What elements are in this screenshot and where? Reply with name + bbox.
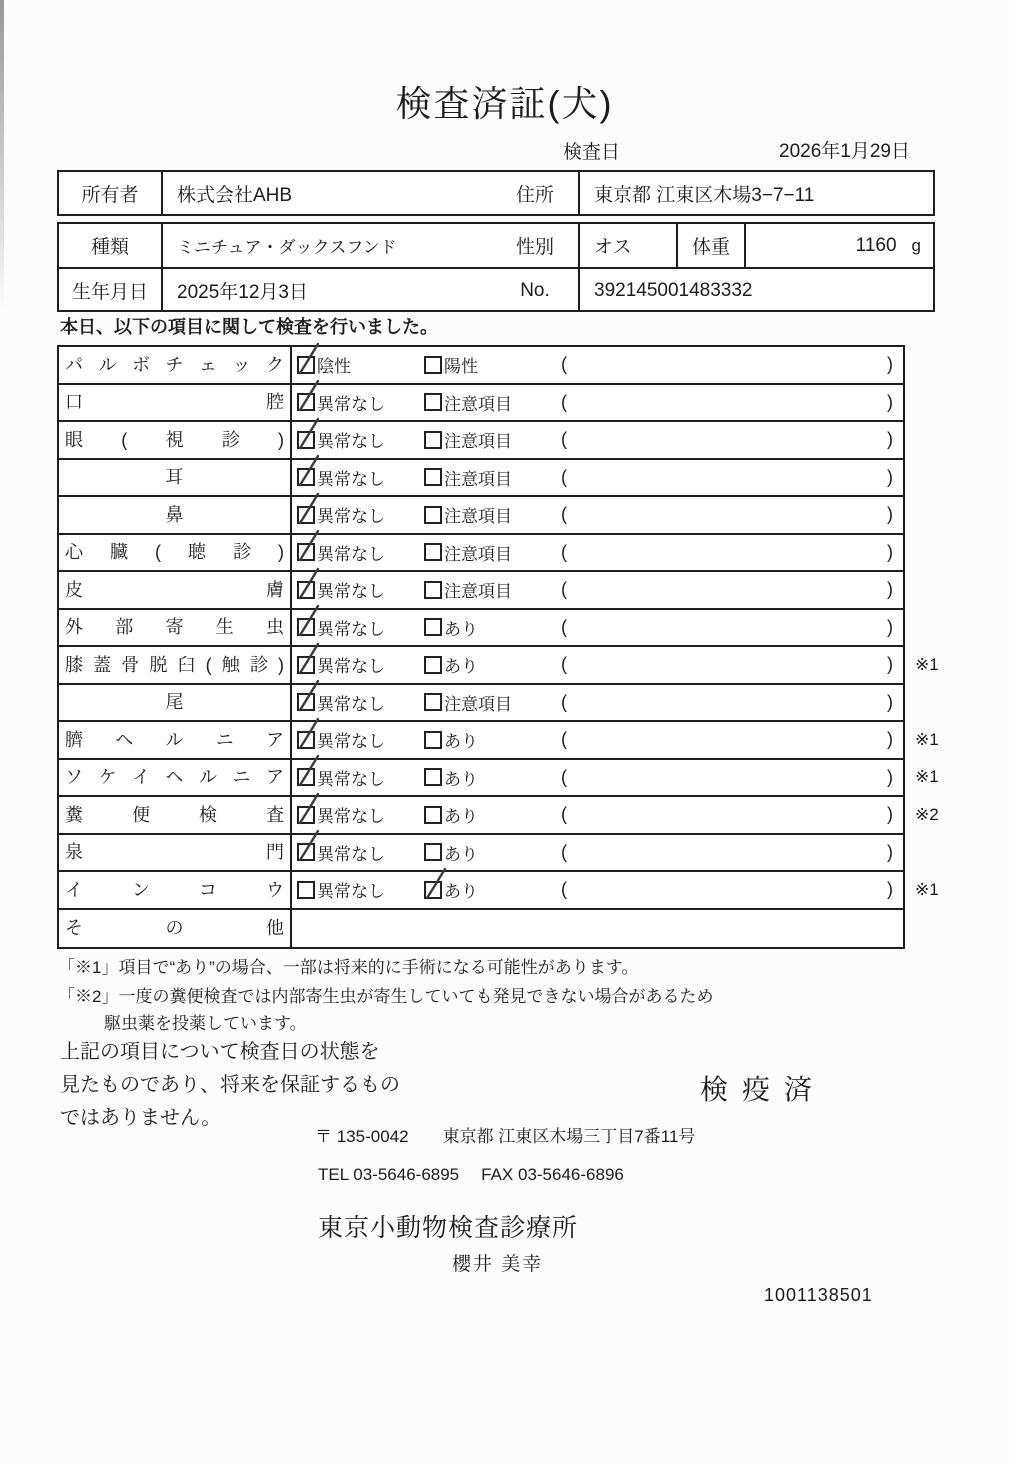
remark-paren-close: ) (887, 354, 893, 375)
option (297, 352, 424, 377)
checkbox-unchecked-icon (297, 881, 315, 899)
remark-paren-close: ) (887, 541, 893, 562)
inspection-row (59, 797, 939, 835)
weight-value: 1160 (855, 234, 897, 256)
checkbox-unchecked-icon (424, 656, 442, 674)
weight-unit: g (911, 235, 921, 255)
inspection-item-label: 皮 膚 (59, 572, 292, 608)
inspection-date-value: 2026年1月29日 (779, 141, 910, 162)
remark-paren-close: ) (887, 691, 893, 712)
option-label: あり (444, 619, 478, 639)
remark-paren-open: ( (561, 354, 567, 375)
checkbox-unchecked-icon (424, 393, 442, 411)
clinic-contact-line (318, 1165, 624, 1185)
handwritten-check-mark-icon (295, 643, 321, 677)
remark-paren-close: ) (887, 579, 893, 600)
option-label: 注意項目 (444, 507, 512, 527)
option (424, 840, 561, 865)
option (297, 615, 424, 640)
option (297, 690, 424, 715)
address-value: 東京都 江東区木場3−7−11 (594, 184, 815, 206)
footnote-reference: ※2 (915, 804, 939, 824)
option (297, 727, 424, 752)
inspection-item-options (292, 835, 903, 871)
handwritten-check-mark-icon (295, 455, 321, 489)
disclaimer-line2: 見たものであり、将来を保証するもの (60, 1074, 400, 1096)
inspection-row (59, 685, 903, 723)
checkbox-checked-icon (297, 656, 315, 674)
remark-paren-open: ( (561, 804, 567, 825)
option-label: あり (444, 732, 478, 752)
option-label: 異常なし (317, 544, 385, 564)
birth-row (59, 269, 933, 312)
option (297, 577, 424, 602)
checkbox-unchecked-icon (424, 806, 442, 824)
option-label: 注意項目 (444, 694, 512, 714)
option-label: 異常なし (317, 732, 385, 752)
weight-value-cell (746, 224, 933, 267)
inspection-item-label: 尾 (59, 685, 292, 721)
footnote-reference: ※1 (915, 729, 939, 749)
handwritten-check-mark-icon (295, 830, 321, 864)
footnote-reference: ※1 (915, 767, 939, 787)
remark-paren-open: ( (561, 841, 567, 862)
remark-paren-open: ( (561, 429, 567, 450)
handwritten-check-mark-icon (295, 605, 321, 639)
remark-paren-open: ( (561, 766, 567, 787)
checkbox-unchecked-icon (424, 468, 442, 486)
option (424, 502, 561, 527)
inspection-row (59, 610, 903, 648)
sex-label: 性別 (492, 224, 580, 267)
inspection-item-options (292, 910, 903, 948)
option (424, 540, 561, 565)
checkbox-checked-icon (297, 506, 315, 524)
inspection-row (59, 422, 903, 460)
clinic-name: 東京小動物検査診療所 (318, 1214, 579, 1242)
inspection-item-options (292, 347, 903, 383)
inspection-item-options (292, 685, 903, 721)
remark-paren-open: ( (561, 654, 567, 675)
option-label: 注意項目 (444, 394, 512, 414)
option-label: あり (444, 657, 478, 677)
option-label: 異常なし (317, 882, 385, 902)
option (297, 765, 424, 790)
footnote-2-line2: 駆虫薬を投薬しています。 (104, 1014, 307, 1033)
owner-row (59, 172, 933, 214)
inspection-item-options (292, 422, 903, 458)
option-label: 陽性 (444, 357, 478, 377)
clinic-address: 東京都 江東区木場三丁目7番11号 (442, 1127, 696, 1146)
inspection-item-label: そ の 他 (59, 910, 292, 948)
option (297, 540, 424, 565)
option (297, 802, 424, 827)
birth-value: 2025年12月3日 (177, 282, 308, 303)
remark-paren-open: ( (561, 466, 567, 487)
page-title: 検査済証(犬) (395, 83, 614, 124)
option-label: 異常なし (317, 619, 385, 639)
remark-paren-close: ) (887, 654, 893, 675)
clinic-postal-code: 〒 135-0042 (315, 1127, 409, 1146)
inspection-item-options (292, 610, 903, 646)
checkbox-checked-icon (297, 468, 315, 486)
checkbox-checked-icon (297, 768, 315, 786)
inspection-row (59, 835, 903, 873)
owner-table (57, 170, 935, 216)
inspection-item-options (292, 760, 903, 796)
option (424, 390, 561, 415)
option (424, 652, 561, 677)
inspection-item-options (292, 797, 903, 833)
inspection-item-options (292, 572, 903, 608)
option (424, 690, 561, 715)
handwritten-check-mark-icon (295, 568, 321, 602)
option-label: 異常なし (317, 769, 385, 789)
handwritten-check-mark-icon (295, 793, 321, 827)
option-label: 異常なし (317, 394, 385, 414)
remark-paren-open: ( (561, 879, 567, 900)
inspection-item-label: 心 臓 ( 聴 診 ) (59, 535, 292, 571)
inspection-row (59, 497, 903, 535)
statement-text: 本日、以下の項目に関して検査を行いました。 (60, 317, 438, 337)
clinic-address-line (315, 1122, 695, 1147)
checkbox-unchecked-icon (424, 731, 442, 749)
inspection-item-label: パ ル ボ チ ェ ッ ク (59, 347, 292, 383)
option-label: あり (444, 807, 478, 827)
no-label: No. (492, 269, 580, 312)
remark-paren-close: ) (887, 466, 893, 487)
inspection-row (59, 385, 903, 423)
inspection-row (59, 872, 939, 910)
checkbox-checked-icon (297, 431, 315, 449)
checkbox-unchecked-icon (424, 543, 442, 561)
checkbox-unchecked-icon (424, 431, 442, 449)
disclaimer-line3: ではありません。 (60, 1107, 222, 1129)
clinic-fax: FAX 03-5646-6896 (481, 1165, 624, 1184)
remark-paren-open: ( (561, 579, 567, 600)
veterinarian-name: 櫻井 美幸 (452, 1254, 544, 1275)
sex-value: オス (580, 224, 678, 267)
handwritten-check-mark-icon (295, 380, 321, 414)
checkbox-unchecked-icon (424, 618, 442, 636)
option (424, 577, 561, 602)
breed-value: ミニチュア・ダックスフンド (177, 238, 397, 257)
option-label: 異常なし (317, 844, 385, 864)
handwritten-check-mark-icon (422, 868, 448, 902)
option (424, 465, 561, 490)
inspection-row (59, 535, 903, 573)
inspection-item-options (292, 535, 903, 571)
handwritten-check-mark-icon (295, 418, 321, 452)
owner-label: 所有者 (59, 172, 163, 214)
inspection-row (59, 347, 903, 385)
checkbox-checked-icon (297, 618, 315, 636)
option-label: 注意項目 (444, 432, 512, 452)
checkbox-checked-icon (297, 356, 315, 374)
checkbox-checked-icon (297, 806, 315, 824)
option (424, 765, 561, 790)
option-label: 注意項目 (444, 582, 512, 602)
option (297, 502, 424, 527)
inspection-item-options (292, 872, 903, 908)
option-label: 異常なし (317, 657, 385, 677)
checkbox-checked-icon (424, 881, 442, 899)
inspection-item-label: ソ ケ イ ヘ ル ニ ア (59, 760, 292, 796)
option (424, 352, 561, 377)
clinic-tel: TEL 03-5646-6895 (318, 1165, 460, 1184)
inspection-item-label: 耳 (59, 460, 292, 496)
remark-paren-close: ) (887, 879, 893, 900)
option-label: 陰性 (317, 357, 351, 377)
inspection-row (59, 460, 903, 498)
remark-paren-open: ( (561, 391, 567, 412)
inspection-date-label: 検査日 (563, 142, 621, 163)
no-value: 392145001483332 (594, 279, 753, 301)
remark-paren-close: ) (887, 391, 893, 412)
option-label: 異常なし (317, 582, 385, 602)
footnote-2-line1: 「※2」一度の糞便検査では内部寄生虫が寄生していても発見できない場合があるため (58, 987, 714, 1006)
disclaimer-line1: 上記の項目について検査日の状態を (60, 1041, 380, 1063)
weight-label: 体重 (678, 224, 746, 267)
option-label: 異常なし (317, 432, 385, 452)
checkbox-unchecked-icon (424, 843, 442, 861)
option-label: 異常なし (317, 807, 385, 827)
remark-paren-open: ( (561, 729, 567, 750)
option (424, 427, 561, 452)
address-label: 住所 (492, 172, 580, 214)
handwritten-check-mark-icon (295, 755, 321, 789)
checkbox-checked-icon (297, 581, 315, 599)
inspection-item-label: 眼 ( 視 診 ) (59, 422, 292, 458)
remark-paren-close: ) (887, 804, 893, 825)
inspection-row (59, 910, 903, 948)
inspection-item-label: 外 部 寄 生 虫 (59, 610, 292, 646)
inspection-row (59, 572, 903, 610)
handwritten-check-mark-icon (295, 530, 321, 564)
checkbox-checked-icon (297, 393, 315, 411)
remark-paren-open: ( (561, 691, 567, 712)
serial-number: 1001138501 (764, 1285, 873, 1305)
breed-row (59, 224, 933, 269)
option-label: あり (444, 844, 478, 864)
option (424, 802, 561, 827)
option-label: 注意項目 (444, 544, 512, 564)
option (297, 840, 424, 865)
option (297, 427, 424, 452)
option (297, 465, 424, 490)
checkbox-unchecked-icon (424, 581, 442, 599)
option (424, 727, 561, 752)
remark-paren-close: ) (887, 504, 893, 525)
option (297, 390, 424, 415)
remark-paren-close: ) (887, 766, 893, 787)
handwritten-check-mark-icon (295, 718, 321, 752)
footnote-reference: ※1 (915, 654, 939, 674)
inspection-item-label: 口 腔 (59, 385, 292, 421)
disclaimer-text (60, 1036, 400, 1135)
quarantine-stamp: 検疫済 (700, 1074, 827, 1105)
handwritten-check-mark-icon (295, 343, 321, 377)
pet-table (57, 222, 935, 312)
inspection-item-label: 糞 便 検 査 (59, 797, 292, 833)
option-label: 異常なし (317, 694, 385, 714)
birth-label: 生年月日 (59, 269, 163, 312)
checkbox-unchecked-icon (424, 356, 442, 374)
inspection-item-label: 臍 ヘ ル ニ ア (59, 722, 292, 758)
option-label: 注意項目 (444, 469, 512, 489)
remark-paren-open: ( (561, 616, 567, 637)
inspection-row (59, 722, 939, 760)
inspection-item-label: イ ン コ ウ (59, 872, 292, 908)
breed-label: 種類 (59, 224, 163, 267)
inspection-item-label: 鼻 (59, 497, 292, 533)
checkbox-unchecked-icon (424, 693, 442, 711)
option-label: 異常なし (317, 469, 385, 489)
checkbox-checked-icon (297, 843, 315, 861)
checkbox-unchecked-icon (424, 768, 442, 786)
footnote-reference: ※1 (915, 879, 939, 899)
option (424, 615, 561, 640)
remark-paren-close: ) (887, 429, 893, 450)
inspection-item-options (292, 497, 903, 533)
option-label: あり (444, 882, 478, 902)
owner-value: 株式会社AHB (177, 184, 293, 206)
remark-paren-open: ( (561, 541, 567, 562)
inspection-item-label: 泉 門 (59, 835, 292, 871)
option-label: あり (444, 769, 478, 789)
handwritten-check-mark-icon (295, 493, 321, 527)
inspection-item-label: 膝 蓋 骨 脱 臼 ( 触 診 ) (59, 647, 292, 683)
option (297, 652, 424, 677)
inspection-item-options (292, 647, 903, 683)
inspection-item-options (292, 460, 903, 496)
remark-paren-close: ) (887, 729, 893, 750)
option (297, 877, 424, 902)
option (424, 877, 561, 902)
remark-paren-close: ) (887, 616, 893, 637)
handwritten-check-mark-icon (295, 680, 321, 714)
inspection-table (57, 345, 939, 949)
inspection-row (59, 647, 939, 685)
checkbox-unchecked-icon (424, 506, 442, 524)
option-label: 異常なし (317, 507, 385, 527)
remark-paren-close: ) (887, 841, 893, 862)
inspection-row (59, 760, 939, 798)
scan-edge-artifact (0, 0, 4, 310)
footnote-1: 「※1」項目で“あり”の場合、一部は将来的に手術になる可能性があります。 (58, 958, 639, 977)
checkbox-checked-icon (297, 731, 315, 749)
inspection-item-options (292, 722, 903, 758)
inspection-item-options (292, 385, 903, 421)
checkbox-checked-icon (297, 693, 315, 711)
remark-paren-open: ( (561, 504, 567, 525)
checkbox-checked-icon (297, 543, 315, 561)
